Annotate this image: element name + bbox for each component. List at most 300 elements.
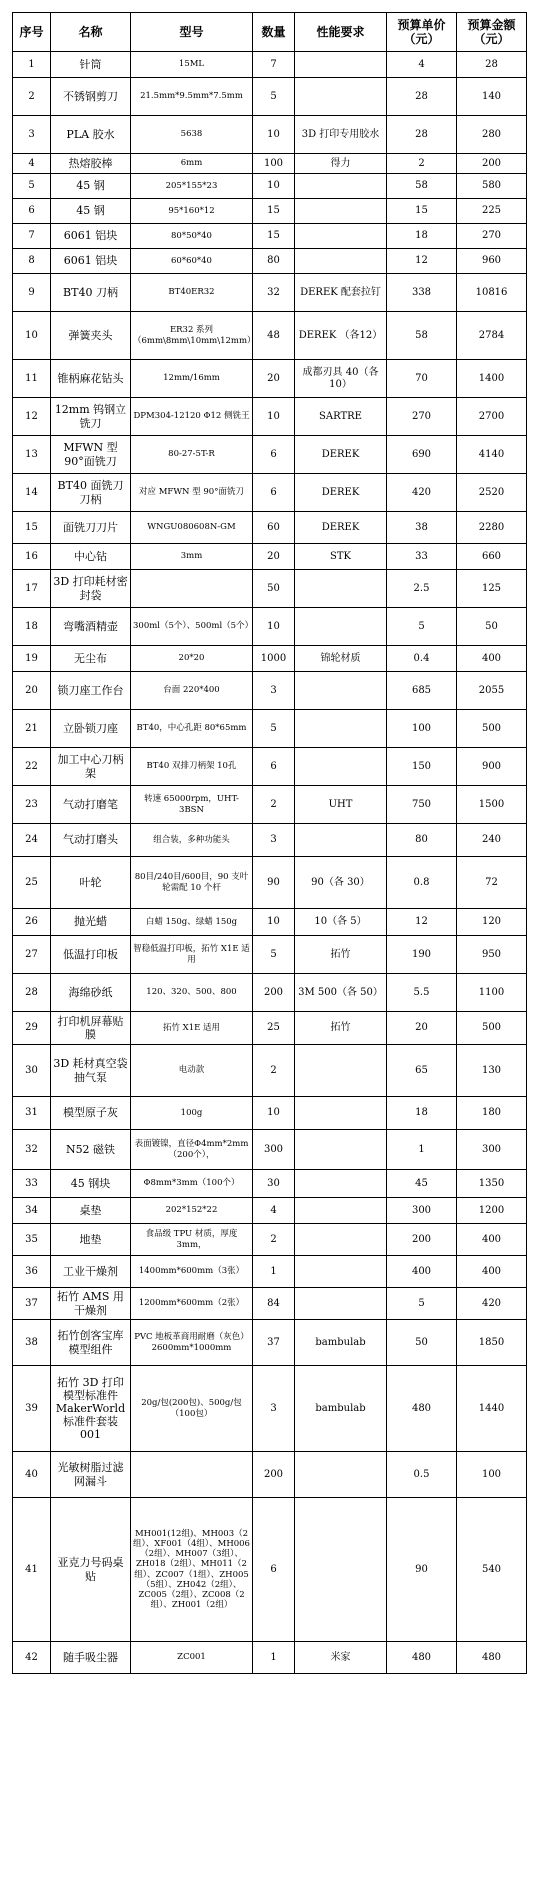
item-model: BT40 双排刀柄架 10孔 <box>131 748 253 786</box>
header-qty: 数量 <box>253 13 295 52</box>
item-quantity: 10 <box>253 398 295 436</box>
header-row <box>13 13 527 52</box>
table-row <box>13 1498 527 1642</box>
item-requirement <box>295 1288 387 1320</box>
item-requirement: bambulab <box>295 1366 387 1452</box>
item-model: 拓竹 X1E 适用 <box>131 1012 253 1045</box>
item-name: 45 钢块 <box>51 1170 131 1198</box>
table-row <box>13 52 527 78</box>
item-model: 5638 <box>131 116 253 154</box>
item-model: ZC001 <box>131 1642 253 1674</box>
item-model: 100g <box>131 1097 253 1130</box>
row-number: 42 <box>13 1642 51 1674</box>
item-name: 热熔胶棒 <box>51 154 131 174</box>
item-model: 95*160*12 <box>131 199 253 224</box>
item-requirement <box>295 1045 387 1097</box>
row-number: 11 <box>13 360 51 398</box>
item-total: 960 <box>457 249 527 274</box>
row-number: 32 <box>13 1130 51 1170</box>
table-row <box>13 1198 527 1224</box>
item-quantity: 3 <box>253 824 295 857</box>
item-name: 拓竹创客宝库模型组件 <box>51 1320 131 1366</box>
item-total: 2784 <box>457 312 527 360</box>
item-unit-price: 400 <box>387 1256 457 1288</box>
item-total: 50 <box>457 608 527 646</box>
table-row <box>13 710 527 748</box>
table-row <box>13 748 527 786</box>
item-name: MFWN 型 90°面铣刀 <box>51 436 131 474</box>
table-body <box>13 52 527 1674</box>
item-requirement <box>295 672 387 710</box>
item-quantity: 100 <box>253 154 295 174</box>
row-number: 37 <box>13 1288 51 1320</box>
item-name: 6061 铝块 <box>51 224 131 249</box>
item-quantity: 25 <box>253 1012 295 1045</box>
item-total: 2520 <box>457 474 527 512</box>
row-number: 20 <box>13 672 51 710</box>
item-name: 模型原子灰 <box>51 1097 131 1130</box>
item-name: 光敏树脂过滤网漏斗 <box>51 1452 131 1498</box>
item-quantity: 60 <box>253 512 295 544</box>
item-quantity: 6 <box>253 436 295 474</box>
item-total: 400 <box>457 1256 527 1288</box>
item-name: 面铣刀刀片 <box>51 512 131 544</box>
table-row <box>13 786 527 824</box>
item-model: 12mm/16mm <box>131 360 253 398</box>
item-name: 低温打印板 <box>51 936 131 974</box>
item-total: 130 <box>457 1045 527 1097</box>
table-row <box>13 1642 527 1674</box>
table-row <box>13 1288 527 1320</box>
item-total: 72 <box>457 857 527 909</box>
row-number: 23 <box>13 786 51 824</box>
item-name: 无尘布 <box>51 646 131 672</box>
item-requirement <box>295 824 387 857</box>
item-name: 弹簧夹头 <box>51 312 131 360</box>
item-unit-price: 750 <box>387 786 457 824</box>
item-total: 2700 <box>457 398 527 436</box>
item-model <box>131 570 253 608</box>
row-number: 33 <box>13 1170 51 1198</box>
item-total: 1200 <box>457 1198 527 1224</box>
item-total: 120 <box>457 909 527 936</box>
item-name: 随手吸尘器 <box>51 1642 131 1674</box>
item-quantity: 300 <box>253 1130 295 1170</box>
item-total: 900 <box>457 748 527 786</box>
budget-table <box>12 12 527 1674</box>
item-unit-price: 38 <box>387 512 457 544</box>
item-model: DPM304-12120 Φ12 侧铣王 <box>131 398 253 436</box>
item-model: 20g/包(200包)、500g/包（100包） <box>131 1366 253 1452</box>
item-unit-price: 338 <box>387 274 457 312</box>
item-quantity: 48 <box>253 312 295 360</box>
item-model: 80目/240目/600目，90 支叶轮需配 10 个杆 <box>131 857 253 909</box>
item-quantity: 6 <box>253 1498 295 1642</box>
item-unit-price: 12 <box>387 249 457 274</box>
item-unit-price: 18 <box>387 224 457 249</box>
item-requirement <box>295 1498 387 1642</box>
item-quantity: 15 <box>253 199 295 224</box>
item-unit-price: 28 <box>387 78 457 116</box>
item-quantity: 10 <box>253 1097 295 1130</box>
row-number: 40 <box>13 1452 51 1498</box>
item-quantity: 15 <box>253 224 295 249</box>
item-quantity: 2 <box>253 1045 295 1097</box>
table-row <box>13 570 527 608</box>
item-total: 4140 <box>457 436 527 474</box>
row-number: 38 <box>13 1320 51 1366</box>
item-name: 地垫 <box>51 1224 131 1256</box>
procurement-sheet <box>12 12 526 1674</box>
item-name: BT40 刀柄 <box>51 274 131 312</box>
row-number: 28 <box>13 974 51 1012</box>
item-name: 针筒 <box>51 52 131 78</box>
item-total: 1850 <box>457 1320 527 1366</box>
table-row <box>13 512 527 544</box>
item-requirement: 3D 打印专用胶水 <box>295 116 387 154</box>
item-quantity: 37 <box>253 1320 295 1366</box>
item-requirement: 米家 <box>295 1642 387 1674</box>
item-name: 6061 铝块 <box>51 249 131 274</box>
row-number: 13 <box>13 436 51 474</box>
item-requirement <box>295 1097 387 1130</box>
row-number: 6 <box>13 199 51 224</box>
item-requirement: bambulab <box>295 1320 387 1366</box>
item-total: 100 <box>457 1452 527 1498</box>
table-row <box>13 436 527 474</box>
item-name: BT40 面铣刀刀柄 <box>51 474 131 512</box>
item-quantity: 5 <box>253 710 295 748</box>
item-total: 180 <box>457 1097 527 1130</box>
item-model: 表面镀镍，直径Φ4mm*2mm（200个）， <box>131 1130 253 1170</box>
item-model: 21.5mm*9.5mm*7.5mm <box>131 78 253 116</box>
item-name: 气动打磨笔 <box>51 786 131 824</box>
item-requirement: DEREK <box>295 474 387 512</box>
item-name: 3D 耗材真空袋抽气泵 <box>51 1045 131 1097</box>
item-requirement <box>295 1452 387 1498</box>
item-quantity: 1 <box>253 1642 295 1674</box>
item-requirement <box>295 1170 387 1198</box>
item-quantity: 84 <box>253 1288 295 1320</box>
row-number: 24 <box>13 824 51 857</box>
item-total: 1500 <box>457 786 527 824</box>
item-unit-price: 65 <box>387 1045 457 1097</box>
table-row <box>13 78 527 116</box>
item-total: 400 <box>457 646 527 672</box>
item-requirement <box>295 1198 387 1224</box>
row-number: 36 <box>13 1256 51 1288</box>
item-total: 28 <box>457 52 527 78</box>
item-model: 15ML <box>131 52 253 78</box>
item-name: PLA 胶水 <box>51 116 131 154</box>
row-number: 41 <box>13 1498 51 1642</box>
item-total: 500 <box>457 710 527 748</box>
item-unit-price: 685 <box>387 672 457 710</box>
item-unit-price: 2.5 <box>387 570 457 608</box>
item-model: 6mm <box>131 154 253 174</box>
item-quantity: 10 <box>253 116 295 154</box>
item-quantity: 2 <box>253 786 295 824</box>
table-row <box>13 672 527 710</box>
item-name: 加工中心刀柄架 <box>51 748 131 786</box>
item-unit-price: 5.5 <box>387 974 457 1012</box>
item-requirement <box>295 608 387 646</box>
item-model: 60*60*40 <box>131 249 253 274</box>
item-quantity: 3 <box>253 672 295 710</box>
table-row <box>13 312 527 360</box>
row-number: 30 <box>13 1045 51 1097</box>
item-requirement <box>295 174 387 199</box>
row-number: 1 <box>13 52 51 78</box>
table-row <box>13 116 527 154</box>
row-number: 15 <box>13 512 51 544</box>
item-requirement: 拓竹 <box>295 1012 387 1045</box>
row-number: 12 <box>13 398 51 436</box>
item-total: 400 <box>457 1224 527 1256</box>
item-model: 食品级 TPU 材质，厚度 3mm， <box>131 1224 253 1256</box>
table-row <box>13 857 527 909</box>
item-total: 280 <box>457 116 527 154</box>
item-model: 1400mm*600mm（3张） <box>131 1256 253 1288</box>
item-name: 亚克力号码桌贴 <box>51 1498 131 1642</box>
header-unit-price: 预算单价（元） <box>387 13 457 52</box>
item-name: 12mm 钨钢立铣刀 <box>51 398 131 436</box>
item-total: 660 <box>457 544 527 570</box>
table-row <box>13 974 527 1012</box>
item-requirement: SARTRE <box>295 398 387 436</box>
item-unit-price: 70 <box>387 360 457 398</box>
item-total: 580 <box>457 174 527 199</box>
table-row <box>13 824 527 857</box>
item-unit-price: 270 <box>387 398 457 436</box>
item-name: 锥柄麻花钻头 <box>51 360 131 398</box>
item-name: 45 钢 <box>51 174 131 199</box>
item-model: BT40，中心孔距 80*65mm <box>131 710 253 748</box>
item-unit-price: 5 <box>387 1288 457 1320</box>
item-quantity: 20 <box>253 360 295 398</box>
table-row <box>13 1012 527 1045</box>
item-total: 140 <box>457 78 527 116</box>
item-unit-price: 1 <box>387 1130 457 1170</box>
row-number: 8 <box>13 249 51 274</box>
item-model <box>131 1452 253 1498</box>
row-number: 9 <box>13 274 51 312</box>
item-unit-price: 15 <box>387 199 457 224</box>
item-model: 205*155*23 <box>131 174 253 199</box>
row-number: 4 <box>13 154 51 174</box>
row-number: 29 <box>13 1012 51 1045</box>
item-model: 对应 MFWN 型 90°面铣刀 <box>131 474 253 512</box>
item-quantity: 200 <box>253 974 295 1012</box>
table-row <box>13 274 527 312</box>
item-model: WNGU080608N-GM <box>131 512 253 544</box>
item-model: 3mm <box>131 544 253 570</box>
table-row <box>13 646 527 672</box>
row-number: 34 <box>13 1198 51 1224</box>
item-requirement: DEREK <box>295 436 387 474</box>
item-name: 桌垫 <box>51 1198 131 1224</box>
item-name: 打印机屏幕贴膜 <box>51 1012 131 1045</box>
item-requirement: 得力 <box>295 154 387 174</box>
item-quantity: 6 <box>253 474 295 512</box>
item-unit-price: 2 <box>387 154 457 174</box>
table-row <box>13 1045 527 1097</box>
item-quantity: 7 <box>253 52 295 78</box>
item-quantity: 90 <box>253 857 295 909</box>
header-name: 名称 <box>51 13 131 52</box>
item-quantity: 1 <box>253 1256 295 1288</box>
item-unit-price: 33 <box>387 544 457 570</box>
item-requirement: 10（各 5） <box>295 909 387 936</box>
item-model: 80-27-5T-R <box>131 436 253 474</box>
item-model: 80*50*40 <box>131 224 253 249</box>
item-total: 420 <box>457 1288 527 1320</box>
item-requirement <box>295 570 387 608</box>
item-quantity: 20 <box>253 544 295 570</box>
row-number: 16 <box>13 544 51 570</box>
table-row <box>13 224 527 249</box>
row-number: 14 <box>13 474 51 512</box>
item-total: 480 <box>457 1642 527 1674</box>
item-model: 转速 65000rpm，UHT-3BSN <box>131 786 253 824</box>
item-requirement: 90（各 30） <box>295 857 387 909</box>
item-quantity: 3 <box>253 1366 295 1452</box>
item-quantity: 80 <box>253 249 295 274</box>
table-row <box>13 608 527 646</box>
item-requirement <box>295 249 387 274</box>
item-quantity: 10 <box>253 909 295 936</box>
item-requirement: STK <box>295 544 387 570</box>
table-row <box>13 1130 527 1170</box>
item-unit-price: 420 <box>387 474 457 512</box>
item-requirement <box>295 1256 387 1288</box>
item-model: 白蜡 150g、绿蜡 150g <box>131 909 253 936</box>
item-name: 锁刀座工作台 <box>51 672 131 710</box>
table-row <box>13 1097 527 1130</box>
table-row <box>13 1452 527 1498</box>
item-total: 500 <box>457 1012 527 1045</box>
item-requirement: 3M 500（各 50） <box>295 974 387 1012</box>
item-unit-price: 58 <box>387 174 457 199</box>
table-row <box>13 154 527 174</box>
item-name: 弯嘴酒精壶 <box>51 608 131 646</box>
table-row <box>13 174 527 199</box>
row-number: 19 <box>13 646 51 672</box>
item-unit-price: 12 <box>387 909 457 936</box>
item-quantity: 32 <box>253 274 295 312</box>
item-unit-price: 480 <box>387 1366 457 1452</box>
item-requirement <box>295 748 387 786</box>
item-model: PVC 地板革商用耐磨（灰色）2600mm*1000mm <box>131 1320 253 1366</box>
item-unit-price: 480 <box>387 1642 457 1674</box>
table-row <box>13 199 527 224</box>
item-total: 125 <box>457 570 527 608</box>
table-row <box>13 1256 527 1288</box>
item-name: 气动打磨头 <box>51 824 131 857</box>
item-total: 10816 <box>457 274 527 312</box>
item-name: 立卧锁刀座 <box>51 710 131 748</box>
row-number: 2 <box>13 78 51 116</box>
item-requirement: DEREK （各12） <box>295 312 387 360</box>
item-name: 叶轮 <box>51 857 131 909</box>
item-total: 300 <box>457 1130 527 1170</box>
table-row <box>13 360 527 398</box>
item-unit-price: 0.5 <box>387 1452 457 1498</box>
item-unit-price: 100 <box>387 710 457 748</box>
item-unit-price: 0.8 <box>387 857 457 909</box>
item-model: Φ8mm*3mm（100个） <box>131 1170 253 1198</box>
item-requirement <box>295 199 387 224</box>
item-unit-price: 18 <box>387 1097 457 1130</box>
header-requirement: 性能要求 <box>295 13 387 52</box>
item-unit-price: 0.4 <box>387 646 457 672</box>
item-model: 300ml（5个）、500ml（5个） <box>131 608 253 646</box>
table-row <box>13 1170 527 1198</box>
table-row <box>13 544 527 570</box>
item-quantity: 1000 <box>253 646 295 672</box>
item-quantity: 200 <box>253 1452 295 1498</box>
row-number: 35 <box>13 1224 51 1256</box>
item-model: 20*20 <box>131 646 253 672</box>
item-requirement: UHT <box>295 786 387 824</box>
table-row <box>13 1366 527 1452</box>
item-name: 拓竹 AMS 用干燥剂 <box>51 1288 131 1320</box>
item-total: 950 <box>457 936 527 974</box>
item-quantity: 5 <box>253 78 295 116</box>
item-name: 抛光蜡 <box>51 909 131 936</box>
item-requirement <box>295 1130 387 1170</box>
item-unit-price: 300 <box>387 1198 457 1224</box>
item-requirement: 拓竹 <box>295 936 387 974</box>
item-name: 中心钻 <box>51 544 131 570</box>
row-number: 17 <box>13 570 51 608</box>
item-model: 组合装，多种功能头 <box>131 824 253 857</box>
item-model: ER32 系列（6mm\8mm\10mm\12mm） <box>131 312 253 360</box>
item-requirement <box>295 710 387 748</box>
table-row <box>13 909 527 936</box>
item-requirement <box>295 1224 387 1256</box>
item-model: 202*152*22 <box>131 1198 253 1224</box>
item-model: 电动款 <box>131 1045 253 1097</box>
item-total: 270 <box>457 224 527 249</box>
item-model: BT40ER32 <box>131 274 253 312</box>
table-row <box>13 398 527 436</box>
row-number: 21 <box>13 710 51 748</box>
item-quantity: 10 <box>253 174 295 199</box>
item-name: N52 磁铁 <box>51 1130 131 1170</box>
item-unit-price: 90 <box>387 1498 457 1642</box>
item-model: 1200mm*600mm（2张） <box>131 1288 253 1320</box>
item-requirement <box>295 78 387 116</box>
table-row <box>13 249 527 274</box>
table-row <box>13 474 527 512</box>
item-total: 240 <box>457 824 527 857</box>
row-number: 27 <box>13 936 51 974</box>
row-number: 3 <box>13 116 51 154</box>
item-unit-price: 20 <box>387 1012 457 1045</box>
table-row <box>13 1224 527 1256</box>
item-quantity: 10 <box>253 608 295 646</box>
item-total: 200 <box>457 154 527 174</box>
item-unit-price: 150 <box>387 748 457 786</box>
item-requirement <box>295 52 387 78</box>
table-row <box>13 1320 527 1366</box>
item-quantity: 4 <box>253 1198 295 1224</box>
item-model: 智稳低温打印板，拓竹 X1E 适用 <box>131 936 253 974</box>
item-total: 2280 <box>457 512 527 544</box>
row-number: 31 <box>13 1097 51 1130</box>
row-number: 5 <box>13 174 51 199</box>
